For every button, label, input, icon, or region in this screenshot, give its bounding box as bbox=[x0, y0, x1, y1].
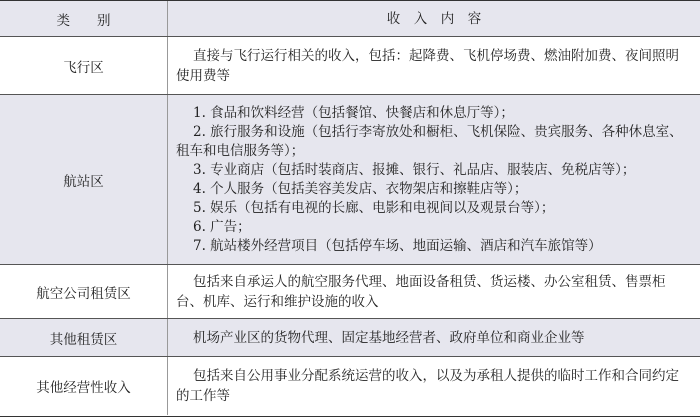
content-text: 包括来自公用事业分配系统运营的收入，以及为承租人提供的临时工作和合同约定的工作等 bbox=[176, 368, 679, 404]
category-cell: 飞行区 bbox=[0, 37, 168, 94]
header-category: 类 别 bbox=[0, 1, 168, 36]
list-item: 1. 食品和饮料经营（包括餐馆、快餐店和休息厅等）； bbox=[193, 104, 514, 121]
header-content: 收 入 内 容 bbox=[386, 10, 482, 27]
category-cell: 航空公司租赁区 bbox=[0, 265, 168, 318]
category-cell: 其他租赁区 bbox=[0, 319, 168, 356]
list-item: 7. 航站楼外经营项目（包括停车场、地面运输、酒店和汽车旅馆等） bbox=[193, 237, 602, 254]
category-cell: 航站区 bbox=[0, 95, 168, 264]
list-item: 3. 专业商店（包括时装商店、报摊、银行、礼品店、服装店、免税店等）； bbox=[193, 161, 636, 178]
content-cell bbox=[176, 319, 692, 356]
table-header-row bbox=[0, 1, 700, 37]
table-row-airside bbox=[0, 37, 700, 95]
list-item: 2. 旅行服务和设施（包括行李寄放处和橱柜、飞机保险、贵宾服务、各种休息室、租车和电信服务等）； bbox=[176, 123, 683, 159]
table-row-other-income bbox=[0, 357, 700, 415]
content-text: 包括来自承运人的航空服务代理、地面设备租赁、货运楼、办公室租赁、售票柜台、机库、运行和维护设施的收入 bbox=[176, 273, 666, 310]
content-cell bbox=[176, 357, 692, 415]
list-item: 4. 个人服务（包括美容美发店、衣物架店和擦鞋店等）； bbox=[193, 180, 528, 197]
content-text: 直接与飞行运行相关的收入，包括：起降费、飞机停场费、燃油附加费、夜间照明使用费等 bbox=[176, 47, 679, 84]
table-row-other-lease bbox=[0, 319, 700, 357]
content-cell bbox=[176, 37, 692, 94]
content-text: 机场产业区的货物代理、固定基地经营者、政府单位和商业企业等 bbox=[193, 329, 585, 346]
table-row-airline-lease bbox=[0, 265, 700, 319]
list-item: 5. 娱乐（包括有电视的长廊、电影和电视间以及观景台等）； bbox=[193, 199, 555, 216]
list-item: 6. 广告； bbox=[193, 218, 251, 235]
table-row-terminal bbox=[0, 95, 700, 265]
content-cell bbox=[176, 265, 692, 318]
category-cell: 其他经营性收入 bbox=[0, 357, 168, 415]
content-cell bbox=[176, 95, 692, 264]
